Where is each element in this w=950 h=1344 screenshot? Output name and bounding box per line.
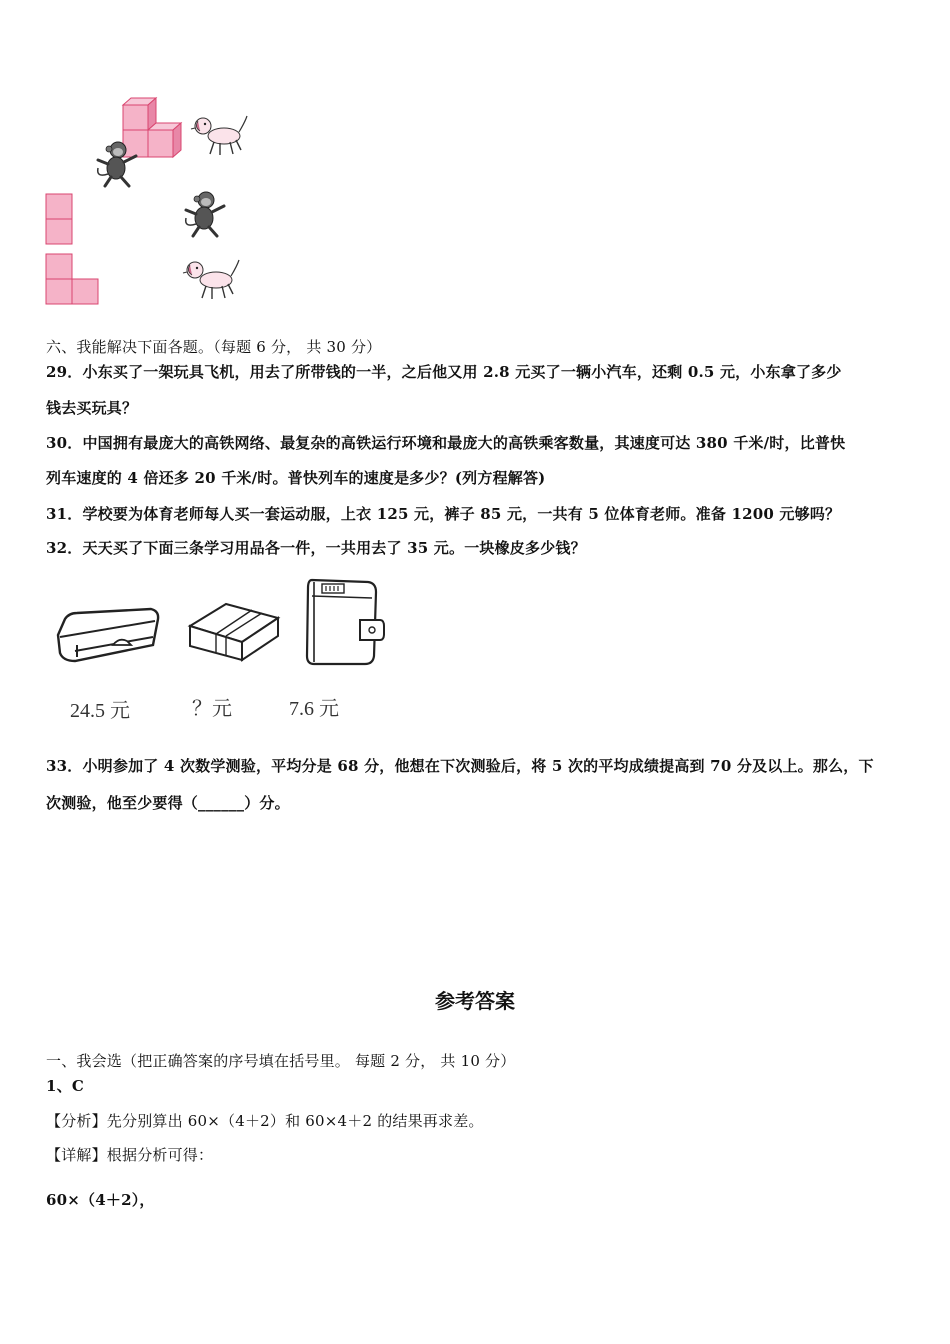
pencil-case-icon — [55, 605, 161, 663]
side-view-figure — [45, 253, 101, 305]
section6-heading: 六、我能解决下面各题。（每题 6 分， 共 30 分） — [46, 338, 382, 356]
q33-line1: 33．小明参加了 4 次数学测验，平均分是 68 分，他想在下次测验后，将 5 次的平均成绩提高到 70 分及以上。那么，下 — [46, 757, 874, 775]
q32-text: 32．天天买了下面三条学习用品各一件，一共用去了 35 元。一块橡皮多少钱？ — [46, 539, 586, 557]
pencil-case-price: 24.5 元 — [70, 700, 130, 722]
monkey-icon — [182, 190, 228, 238]
notebook-price: 7.6 元 — [289, 698, 339, 720]
front-view-figure — [45, 193, 75, 245]
q33-line2: 次测验，他至少要得（______）分。 — [46, 794, 290, 812]
q29-line2: 钱去买玩具？ — [46, 399, 138, 417]
answers-title: 参考答案 — [435, 989, 515, 1013]
answer-analysis: 【分析】先分别算出 60×（4＋2）和 60×4＋2 的结果再求差。 — [46, 1112, 484, 1130]
eraser-icon — [186, 600, 282, 662]
q31-text: 31．学校要为体育老师每人买一套运动服，上衣 125 元，裤子 85 元，一共有 5 位体育老师。准备 1200 元够吗？ — [46, 505, 841, 523]
dog-icon — [190, 114, 248, 158]
answers-section1-heading: 一、我会选（把正确答案的序号填在括号里。 每题 2 分， 共 10 分） — [46, 1052, 516, 1070]
dog-icon — [182, 258, 240, 302]
eraser-price: ？元 — [192, 698, 232, 720]
q30-line2: 列车速度的 4 倍还多 20 千米/时。普快列车的速度是多少？(列方程解答) — [46, 469, 546, 487]
answer-1: 1、C — [46, 1077, 84, 1095]
q29-line1: 29．小东买了一架玩具飞机，用去了所带钱的一半，之后他又用 2.8 元买了一辆小汽车，还剩 0.5 元，小东拿了多少 — [46, 363, 842, 381]
monkey-icon — [94, 140, 140, 188]
answer-expression: 60×（4＋2）， — [46, 1191, 155, 1209]
q30-line1: 30．中国拥有最庞大的高铁网络、最复杂的高铁运行环境和最庞大的高铁乘客数量，其速度可达 380 千米/时，比普快 — [46, 434, 846, 452]
notebook-icon — [302, 574, 384, 668]
answer-detail: 【详解】根据分析可得： — [46, 1146, 214, 1164]
